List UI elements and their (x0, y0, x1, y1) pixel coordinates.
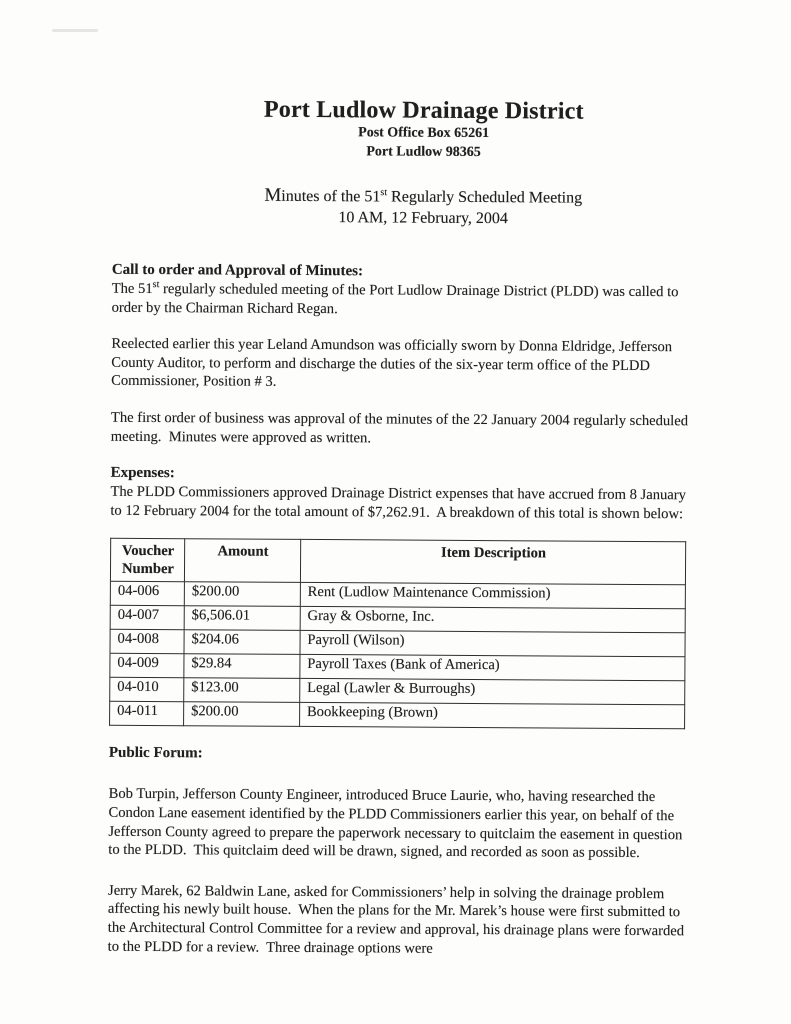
meeting-datetime-line: 10 AM, 12 February, 2004 (338, 209, 509, 228)
cell-amount: $200.00 (184, 582, 300, 607)
paragraph-public-forum-2: Jerry Marek, 62 Baldwin Lane, asked for Commissioners’ help in solving the drainage problem affecting his newly built house. When the plans for the Mr. Marek’s house were first submitted to the Architectural Control Committee for a review and approval, his drainage plans were forwarded to the PLDD for a review. Three drainage options were (107, 882, 688, 957)
paragraph-call-to-order-2: Reelected earlier this year Leland Amundson was officially sworn by Donna Eldridge, Jefferson County Auditor, to perform and discharge the duties of the six-year term office of the PLDD Commissioner, Position # 3. (111, 335, 676, 391)
table-row (110, 582, 685, 610)
cell-voucher: 04-009 (110, 654, 184, 678)
section-heading-public-forum: Public Forum: (108, 745, 203, 762)
meeting-title-line: Minutes of the 51st Regularly Scheduled Meeting (264, 184, 583, 207)
cell-amount: $29.84 (184, 654, 300, 679)
column-header-item-description: Item Description (300, 540, 685, 585)
section-heading-expenses: Expenses: (110, 464, 175, 482)
paragraph-public-forum-1: Bob Turpin, Jefferson County Engineer, introduced Bruce Laurie, who, having researched the Condon Lane easement identified by the PLDD Commissioners earlier this year, on behalf of the Jefferson County agreed to prepare the paperwork necessary to quitclaim the easement in question to the PLDD. This quitclaim deed will be drawn, signed, and recorded as soon as possible. (108, 786, 687, 862)
table-row (110, 606, 685, 634)
cell-amount: $204.06 (184, 630, 300, 655)
table-header-row (110, 539, 685, 586)
expenses-table (109, 538, 686, 730)
cell-description: Payroll Taxes (Bank of America) (300, 655, 685, 681)
cell-voucher: 04-010 (110, 678, 184, 702)
organization-title: Port Ludlow Drainage District (263, 96, 584, 125)
section-heading-call-to-order: Call to order and Approval of Minutes: (111, 261, 364, 280)
paragraph-call-to-order-1: The 51st regularly scheduled meeting of the Port Ludlow Drainage District (PLDD) was called to order by the Chairman Richard Regan. (111, 279, 683, 317)
cell-amount: $6,506.01 (184, 606, 300, 631)
cell-description: Gray & Osborne, Inc. (300, 607, 685, 633)
table-row (110, 630, 685, 658)
cell-voucher: 04-011 (110, 702, 184, 726)
paragraph-expenses: The PLDD Commissioners approved Drainage District expenses that have accrued from 8 January to 12 February 2004 for the total amount of $7,262.91. A breakdown of this total is shown below: (110, 483, 690, 523)
cell-amount: $200.00 (184, 702, 300, 727)
cell-description: Rent (Ludlow Maintenance Commission) (300, 583, 685, 609)
column-header-voucher-number: Voucher Number (110, 539, 184, 582)
cell-description: Bookkeeping (Brown) (299, 703, 684, 729)
table-row (110, 702, 685, 730)
cell-description: Legal (Lawler & Burroughs) (300, 679, 685, 705)
paragraph-call-to-order-3: The first order of business was approval of the minutes of the 22 January 2004 regularly scheduled meeting. Minutes were approved as written. (110, 409, 692, 446)
po-box-line: Post Office Box 65261 (358, 125, 490, 142)
cell-voucher: 04-007 (110, 606, 184, 630)
table-row (110, 654, 685, 682)
document-header (134, 96, 713, 231)
cell-amount: $123.00 (184, 678, 300, 703)
cell-voucher: 04-008 (110, 630, 184, 654)
cell-description: Payroll (Wilson) (300, 631, 685, 657)
meeting-title-block (134, 184, 712, 231)
column-header-amount: Amount (184, 539, 300, 583)
city-zip-line: Port Ludlow 98365 (366, 144, 481, 161)
table-row (110, 678, 685, 706)
cell-voucher: 04-006 (110, 582, 184, 606)
